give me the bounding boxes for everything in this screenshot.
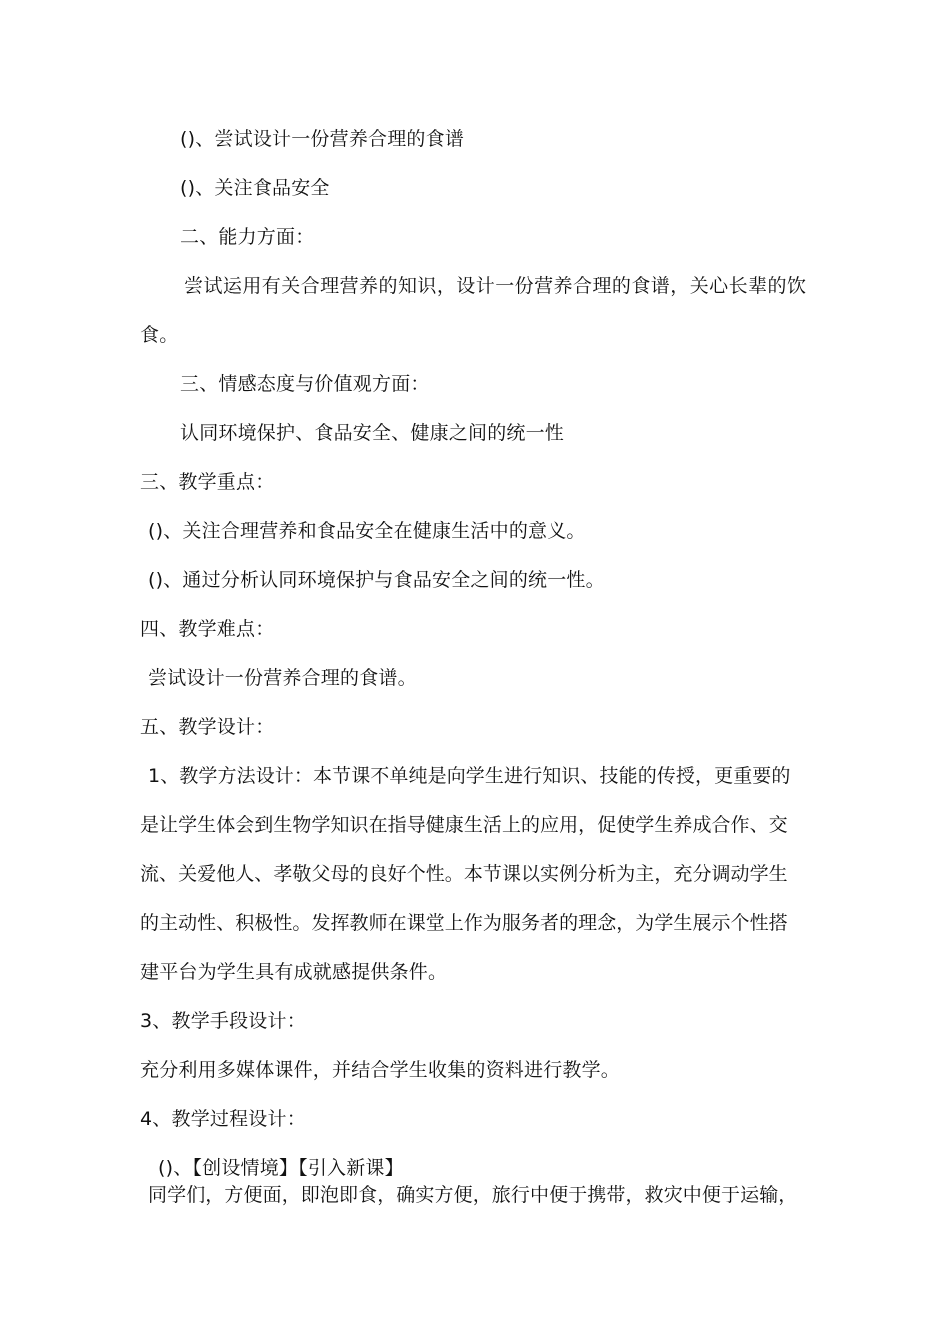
section-heading: 四、教学难点： (140, 618, 275, 640)
text-line: ()、【创设情境】【引入新课】 (158, 1157, 404, 1179)
section-heading: 三、教学重点： (140, 471, 275, 493)
text-line: 的主动性、积极性。发挥教师在课堂上作为服务者的理念，为学生展示个性搭 (140, 912, 788, 934)
section-heading: 三、情感态度与价值观方面： (180, 373, 430, 395)
text-line: 食。 (140, 324, 179, 346)
text-line: ()、通过分析认同环境保护与食品安全之间的统一性。 (148, 569, 605, 591)
text-line: 是让学生体会到生物学知识在指导健康生活上的应用，促使学生养成合作、交 (140, 814, 788, 836)
section-heading: 4、教学过程设计： (140, 1108, 306, 1130)
text-line: 建平台为学生具有成就感提供条件。 (140, 961, 448, 983)
text-line: 流、关爱他人、孝敬父母的良好个性。本节课以实例分析为主，充分调动学生 (140, 863, 788, 885)
text-line: 尝试设计一份营养合理的食谱。 (148, 667, 417, 689)
text-line: 尝试运用有关合理营养的知识，设计一份营养合理的食谱，关心长辈的饮 (184, 275, 807, 297)
text-line: ()、关注合理营养和食品安全在健康生活中的意义。 (148, 520, 586, 542)
text-line: 1、教学方法设计：本节课不单纯是向学生进行知识、技能的传授，更重要的 (148, 765, 791, 787)
text-line: ()、尝试设计一份营养合理的食谱 (180, 128, 465, 150)
text-line: 充分利用多媒体课件，并结合学生收集的资料进行教学。 (140, 1059, 621, 1081)
text-line: 认同环境保护、食品安全、健康之间的统一性 (180, 422, 565, 444)
text-line: ()、关注食品安全 (180, 177, 330, 199)
section-heading: 3、教学手段设计： (140, 1010, 306, 1032)
section-heading: 二、能力方面： (180, 226, 315, 248)
text-line: 同学们，方便面，即泡即食，确实方便，旅行中便于携带，救灾中便于运输， (148, 1184, 798, 1206)
section-heading: 五、教学设计： (140, 716, 275, 738)
